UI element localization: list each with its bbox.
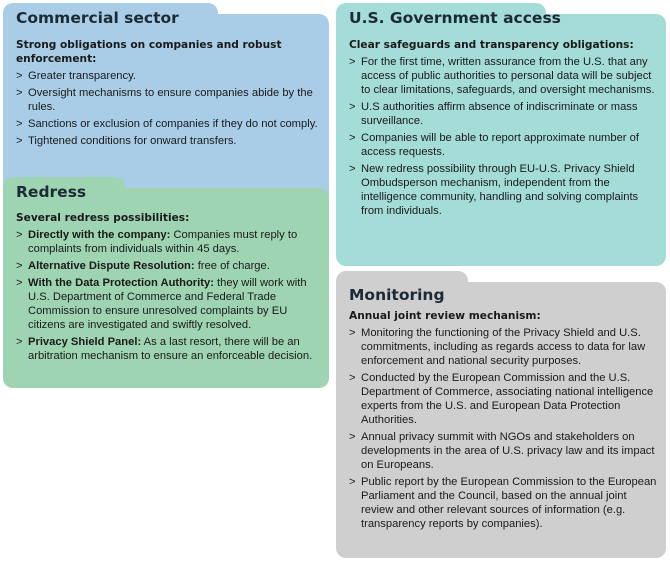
list-item: > Tightened conditions for onward transfers. bbox=[16, 134, 321, 148]
monitoring-list bbox=[349, 326, 657, 531]
list-item: > Oversight mechanisms to ensure companies abide by the rules. bbox=[16, 86, 321, 114]
list-item: > Greater transparency. bbox=[16, 69, 321, 83]
redress-item-text: free of charge. bbox=[194, 260, 270, 272]
us-government-access-list bbox=[349, 55, 657, 218]
list-item: > For the first time, written assurance from the U.S. that any access of public authorities to personal data will be subject to clear limitations, safeguards, and oversight mechanisms. bbox=[349, 55, 657, 97]
redress-item-heading: Privacy Shield Panel: bbox=[28, 336, 142, 348]
us-government-access-content bbox=[349, 38, 657, 221]
list-item: > Monitoring the functioning of the Privacy Shield and U.S. commitments, including as regards access to data for law enforcement and national security purposes. bbox=[349, 326, 657, 368]
monitoring-content bbox=[349, 309, 657, 534]
redress-content bbox=[16, 211, 321, 366]
redress-title: Redress bbox=[16, 183, 87, 201]
redress-item-text: they will work with U.S. Department of Commerce and Federal Trade Commission to ensure unresolved complaints by EU citizens are investigated and swiftly resolved. bbox=[28, 277, 307, 331]
commercial-sector-subhead: Strong obligations on companies and robust enforcement: bbox=[16, 39, 282, 65]
monitoring-subhead: Annual joint review mechanism: bbox=[349, 310, 541, 322]
list-item: > New redress possibility through EU-U.S. Privacy Shield Ombudsperson mechanism, independent from the intelligence community, handling and solving complaints from individuals. bbox=[349, 162, 657, 218]
commercial-sector-content bbox=[16, 38, 321, 151]
redress-item-heading: Alternative Dispute Resolution: bbox=[28, 260, 195, 272]
list-item: > Sanctions or exclusion of companies if they do not comply. bbox=[16, 117, 321, 131]
list-item: > U.S authorities affirm absence of indiscriminate or mass surveillance. bbox=[349, 100, 657, 128]
redress-list bbox=[16, 228, 321, 363]
commercial-sector-title: Commercial sector bbox=[16, 9, 179, 27]
list-item: > Annual privacy summit with NGOs and stakeholders on developments in the area of U.S. privacy law and its impact on Europeans. bbox=[349, 430, 657, 472]
us-government-access-title: U.S. Government access bbox=[349, 9, 561, 27]
list-item bbox=[16, 259, 321, 273]
list-item bbox=[16, 276, 321, 332]
list-item: > Companies will be able to report approximate number of access requests. bbox=[349, 131, 657, 159]
list-item: > Conducted by the European Commission and the U.S. Department of Commerce, associating national intelligence experts from the U.S. and European Data Protection Authorities. bbox=[349, 371, 657, 427]
redress-subhead: Several redress possibilities: bbox=[16, 212, 190, 224]
redress-item-heading: Directly with the company: bbox=[28, 229, 171, 241]
redress-item-text: Companies must reply to complaints from individuals within 45 days. bbox=[28, 229, 298, 255]
list-item bbox=[16, 228, 321, 256]
commercial-sector-list bbox=[16, 69, 321, 148]
list-item: > Public report by the European Commission to the European Parliament and the Council, based on the annual joint review and other relevant sources of information (e.g. transparency reports by companies). bbox=[349, 475, 657, 531]
redress-item-text: As a last resort, there will be an arbitration mechanism to ensure an enforceable decision. bbox=[28, 336, 313, 362]
us-government-access-subhead: Clear safeguards and transparency obligations: bbox=[349, 39, 634, 51]
redress-item-heading: With the Data Protection Authority: bbox=[28, 277, 214, 289]
monitoring-title: Monitoring bbox=[349, 286, 445, 304]
list-item bbox=[16, 335, 321, 363]
